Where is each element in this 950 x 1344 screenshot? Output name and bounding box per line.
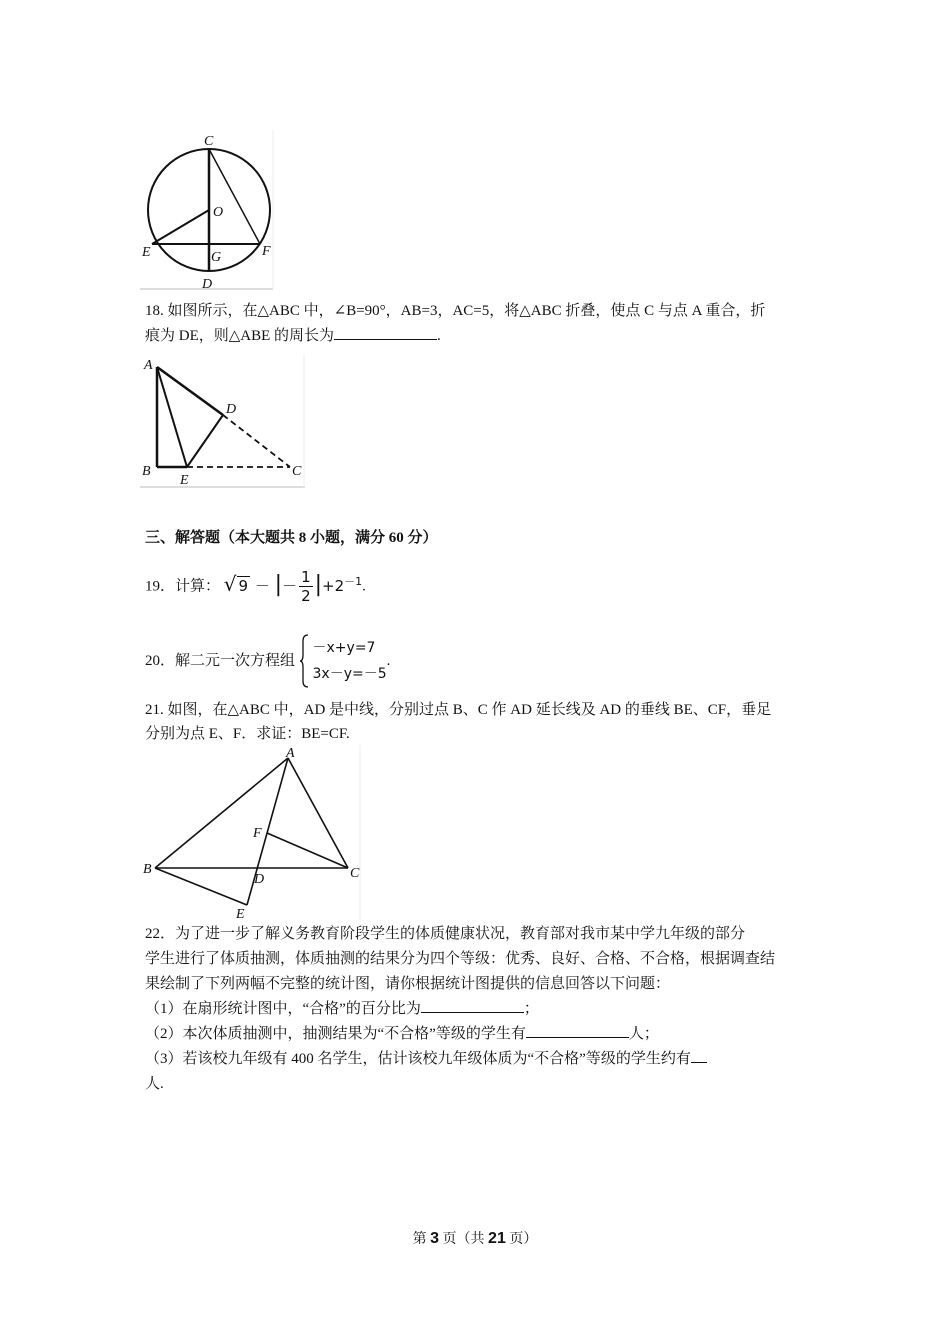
equation-system: [299, 634, 387, 688]
q22-sub3: [145, 1047, 707, 1071]
q22-sub2-text: （2）本次体质抽测中，抽测结果为“不合格”等级的学生有: [145, 1026, 526, 1042]
label-o: O: [213, 205, 224, 220]
label-d: D: [202, 277, 213, 292]
q20: [145, 634, 390, 690]
equation-2: 3x－y=－5: [312, 666, 387, 682]
label-c: C: [350, 866, 360, 881]
q19-end: .: [362, 578, 366, 595]
q18-line2: [145, 324, 441, 348]
footer-middle: 页（共: [442, 1232, 485, 1247]
footer-prefix: 第: [412, 1232, 427, 1247]
label-g: G: [211, 250, 222, 265]
fraction-denominator: 2: [301, 587, 311, 605]
q22-sub2-blank[interactable]: [526, 1023, 629, 1038]
q18-answer-blank[interactable]: [334, 325, 437, 340]
q22-line2: 学生进行了体质抽测，体质抽测的结果分为四个等级：优秀、良好、合格、不合格，根据调查结: [145, 951, 776, 967]
q22-sub1: [145, 997, 539, 1021]
label-d: D: [254, 872, 265, 887]
sqrt-icon: √: [223, 572, 237, 596]
equation-1: －x+y=7: [312, 640, 376, 656]
q21-line1: 21. 如图，在△ABC 中，AD 是中线，分别过点 B、C 作 AD 延长线及 AD 的垂线 BE、CF，垂足: [145, 702, 772, 718]
q20-end: .: [386, 653, 391, 669]
footer-suffix: 页）: [509, 1232, 538, 1247]
abs-bar-right: |: [314, 572, 323, 597]
triangle-fold-figure: [140, 355, 310, 490]
q21-line2: 分别为点 E、F．求证：BE=CF.: [145, 726, 350, 742]
label-e: E: [236, 907, 245, 922]
q22-sub3-line2: 人.: [145, 1076, 164, 1092]
label-b: B: [143, 862, 152, 877]
page-footer: [0, 1228, 950, 1248]
label-c: C: [204, 134, 214, 149]
q18-line2-text: 痕为 DE，则△ABE 的周长为: [145, 328, 335, 344]
circle-figure: [140, 130, 280, 292]
footer-total-pages: 21: [488, 1230, 506, 1247]
left-brace-icon: [299, 634, 309, 688]
q22-sub3-text: （3）若该校九年级有 400 名学生，估计该校九年级体质为“不合格”等级的学生约有: [145, 1051, 691, 1067]
q22-sub2-end: 人；: [628, 1026, 659, 1042]
power-exponent: －1: [344, 575, 363, 588]
fraction-numerator: 1: [301, 568, 311, 586]
sqrt-argument: 9: [238, 577, 249, 595]
label-e: E: [180, 473, 189, 488]
label-d: D: [226, 402, 237, 417]
power-base: +2: [322, 577, 345, 595]
q20-label: 20．解二元一次方程组: [145, 653, 296, 669]
inner-minus: －: [282, 577, 298, 595]
q22-sub1-end: ；: [523, 1001, 539, 1017]
q19-label: 19．计算：: [145, 578, 221, 595]
label-f: F: [253, 826, 262, 841]
label-a: A: [286, 746, 295, 761]
minus-sign: －: [254, 577, 270, 595]
q19-expression: [224, 568, 362, 605]
q22-sub1-blank[interactable]: [421, 998, 524, 1013]
q18-line2-end: .: [437, 328, 441, 344]
q22-line3: 果绘制了下列两幅不完整的统计图，请你根据统计图提供的信息回答以下问题：: [145, 976, 671, 992]
q22-sub1-text: （1）在扇形统计图中，“合格”的百分比为: [145, 1001, 421, 1017]
label-f: F: [262, 244, 271, 259]
label-a: A: [144, 358, 153, 373]
triangle-median-figure: [140, 745, 365, 923]
q19: [145, 568, 366, 608]
q18-line1: 18. 如图所示，在△ABC 中，∠B=90°，AB=3，AC=5，将△ABC 折叠，使点 C 与点 A 重合，折: [145, 303, 766, 319]
abs-bar-left: |: [274, 572, 283, 597]
fraction: [299, 568, 313, 605]
footer-page-number: 3: [430, 1230, 440, 1247]
q22-line1: 22．为了进一步了解义务教育阶段学生的体质健康状况，教育部对我市某中学九年级的部分: [145, 926, 746, 942]
q22-sub2: [145, 1022, 659, 1046]
label-b: B: [142, 464, 151, 479]
label-e: E: [142, 245, 151, 260]
q22-sub3-blank[interactable]: [691, 1048, 707, 1063]
label-c: C: [292, 464, 302, 479]
section-heading: 三、解答题（本大题共 8 小题，满分 60 分）: [145, 530, 438, 546]
